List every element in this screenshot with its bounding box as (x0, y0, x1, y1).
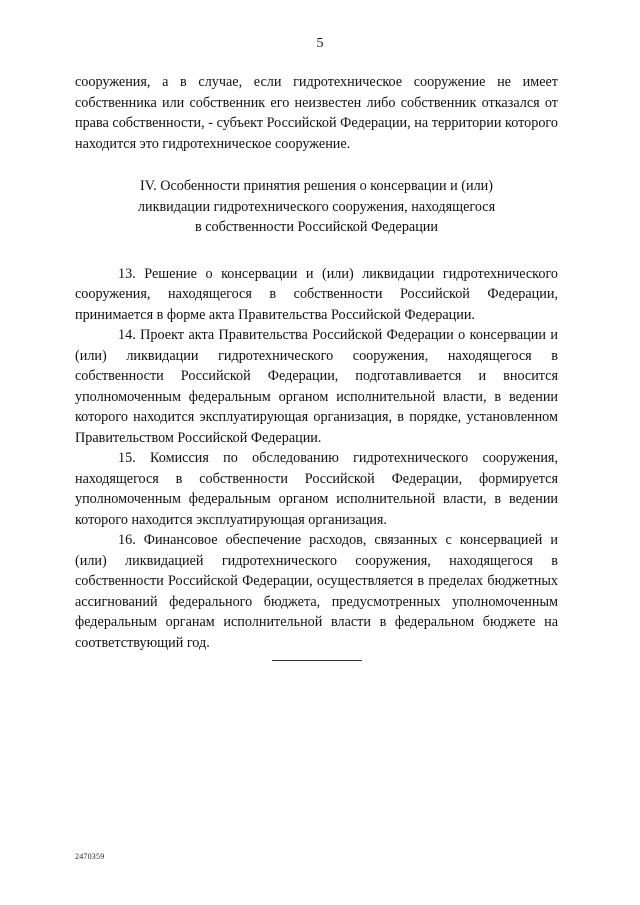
page-number: 5 (316, 36, 324, 51)
paragraph-15: 15. Комиссия по обследованию гидротехнического сооружения, находящегося в собственности Российской Федерации, формируется уполномоченным федеральным органом исполнительной власти, в ведении которого находится эксплуатирующая организация. (75, 450, 558, 528)
section-heading (75, 176, 558, 238)
section-heading-line-3: в собственности Российской Федерации (194, 219, 438, 235)
document-code: 2470359 (75, 852, 105, 861)
intro-paragraph: сооружения, а в случае, если гидротехническое сооружение не имеет собственника или собственник его неизвестен либо собственник отказался от права собственности, - субъект Российской Федерации, на территории которого находится это гидротехническое сооружение. (75, 74, 558, 152)
section-heading-line-1: IV. Особенности принятия решения о консервации и (или) (140, 178, 493, 194)
section-heading-line-2: ликвидации гидротехнического сооружения, находящегося (137, 198, 496, 215)
paragraph-16: 16. Финансовое обеспечение расходов, связанных с консервацией и (или) ликвидацией гидротехнического сооружения, находящегося в собственности Российской Федерации, осуществляется в пределах бюджетных ассигнований федерального бюджета, предусмотренных уполномоченным федеральным органам исполнительной власти в федеральном бюджете на соответствующий год. (75, 532, 558, 651)
paragraph-13: 13. Решение о консервации и (или) ликвидации гидротехнического сооружения, находящегося в собственности Российской Федерации, принимается в форме акта Правительства Российской Федерации. (75, 265, 558, 323)
document-body (75, 72, 558, 653)
end-divider (272, 660, 362, 661)
paragraph-14: 14. Проект акта Правительства Российской Федерации о консервации и (или) ликвидации гидротехнического сооружения, находящегося в собственности Российской Федерации, подготавливается и вносится уполномоченным федеральным органом исполнительной власти, в ведении которого находится эксплуатирующая организация, в порядке, установленном Правительством Российской Федерации. (75, 327, 558, 446)
